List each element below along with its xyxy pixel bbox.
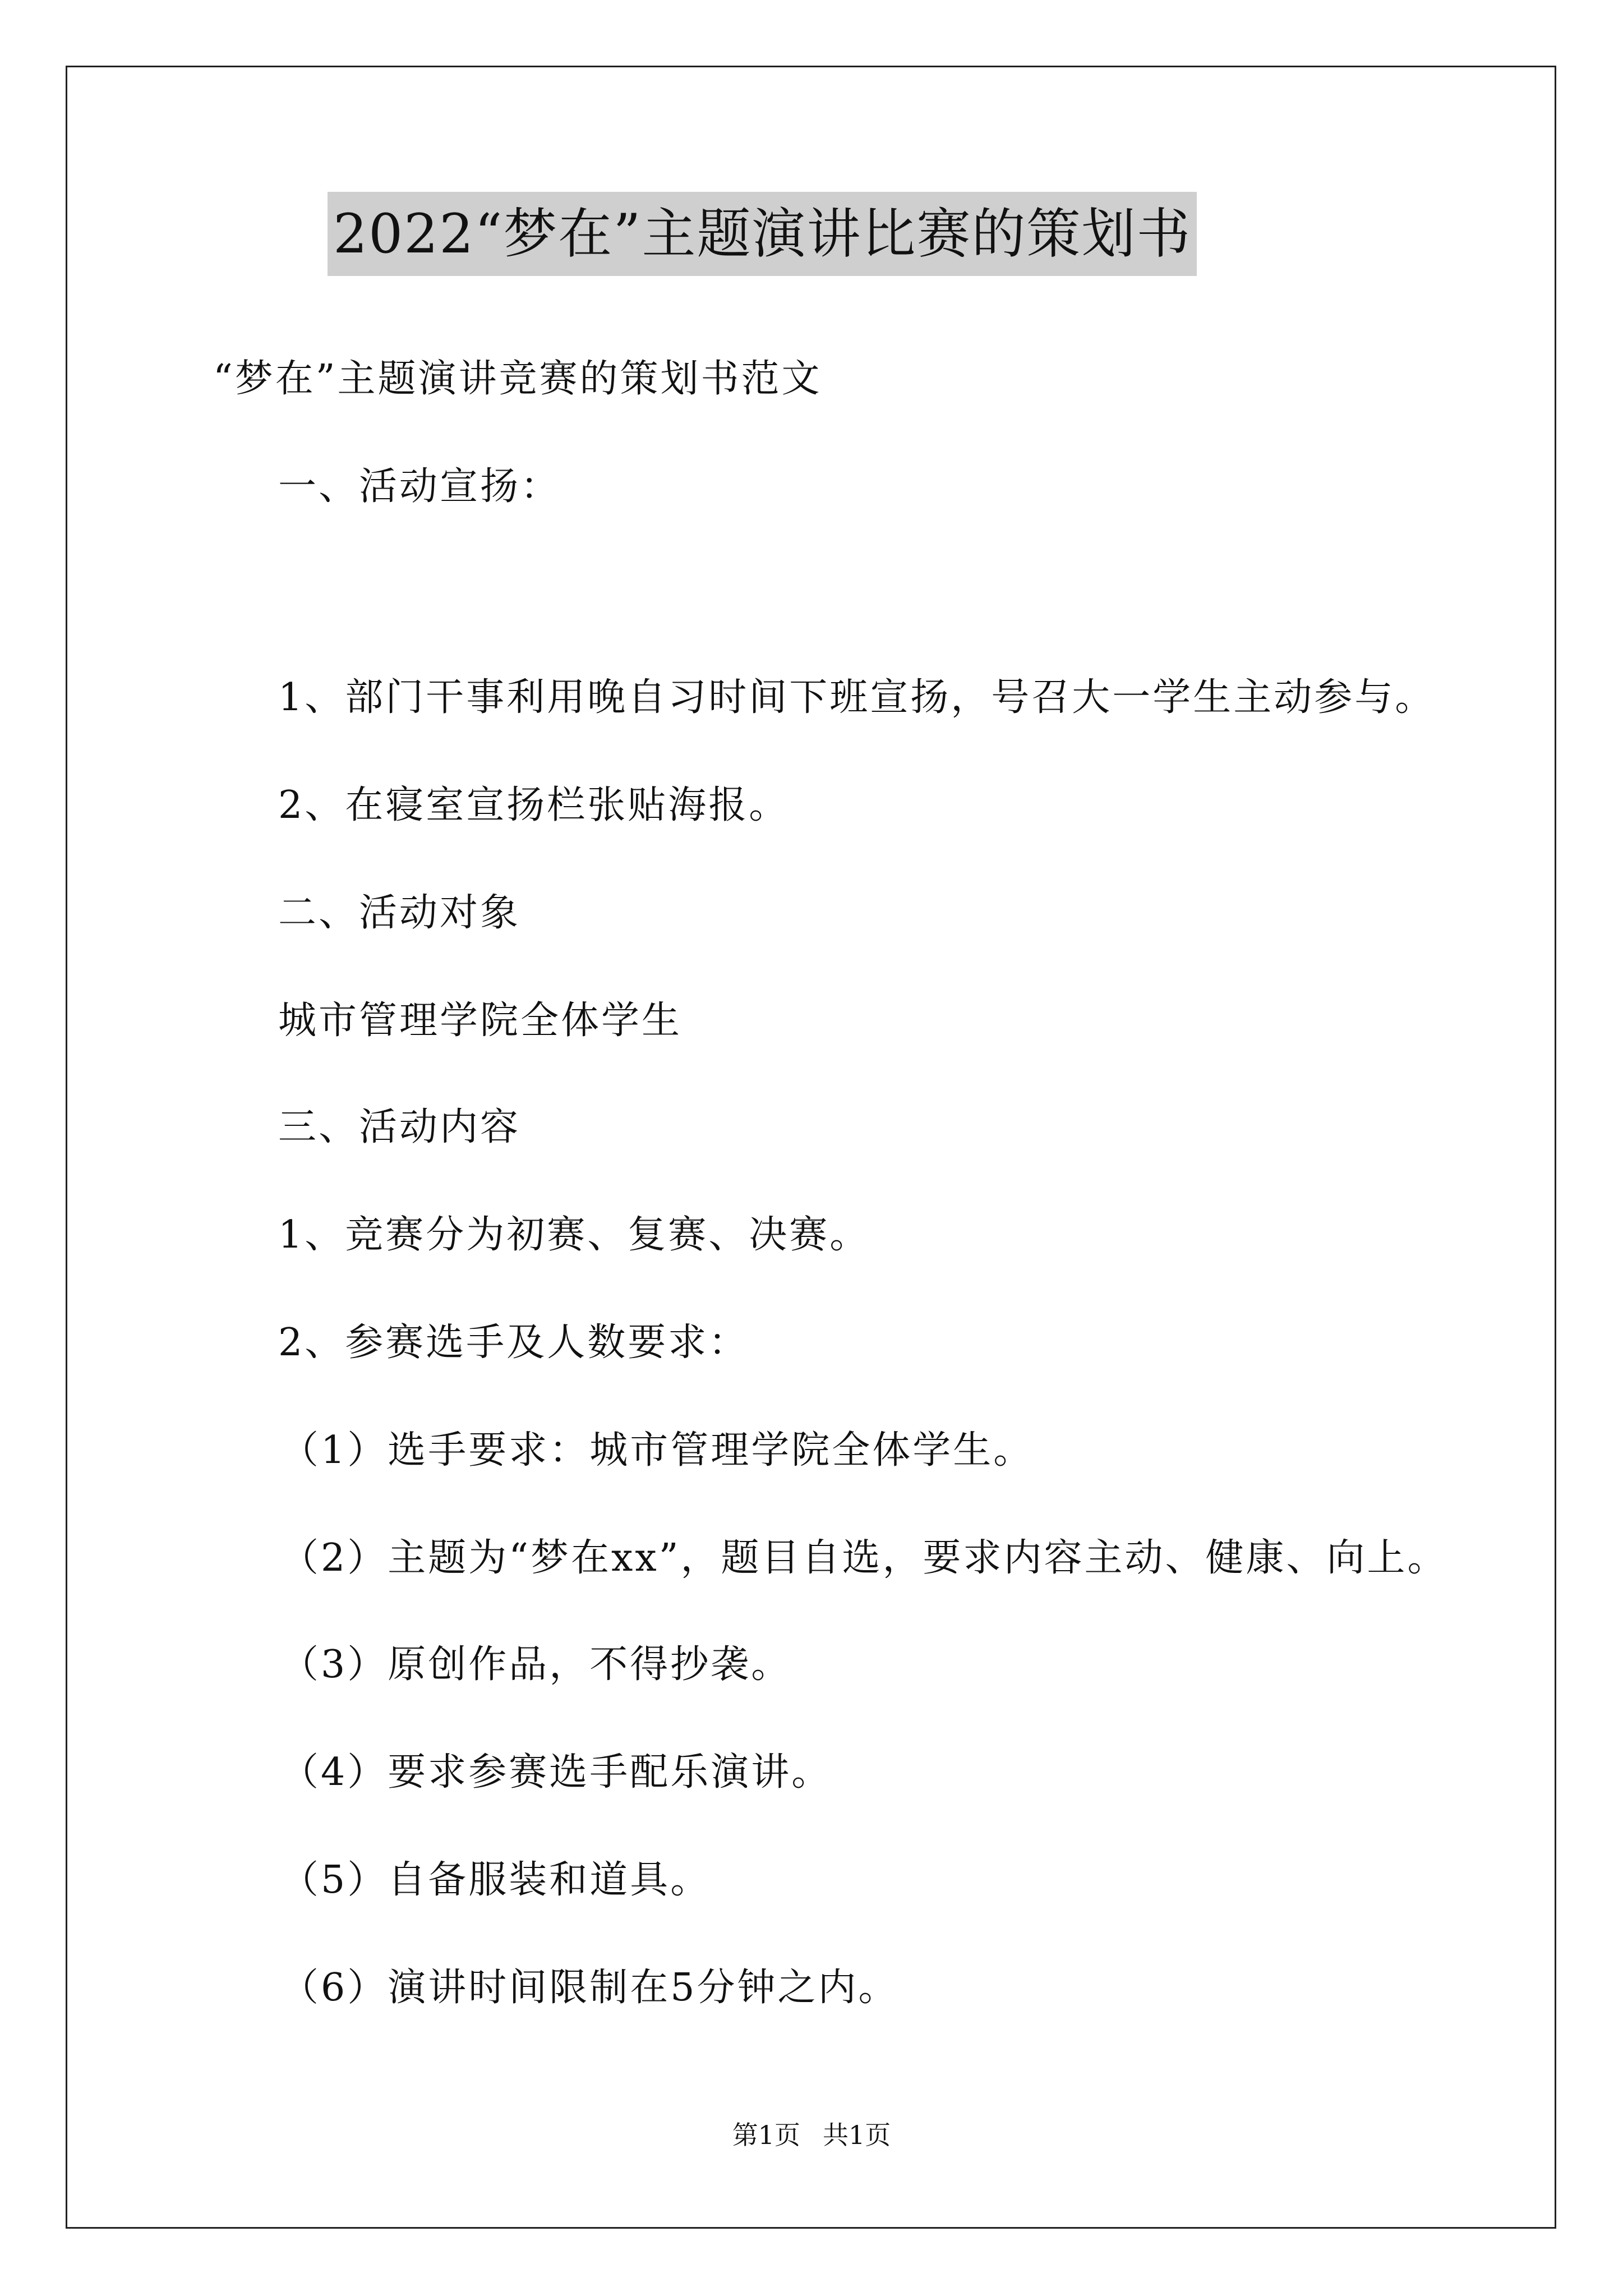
list-item: （6）演讲时间限制在5分钟之内。	[280, 1966, 899, 2010]
paragraph-line: 2、参赛选手及人数要求：	[278, 1320, 749, 1365]
document-subtitle: “梦在”主题演讲竞赛的策划书范文	[213, 357, 822, 401]
paragraph-line: 1、竞赛分为初赛、复赛、决赛。	[278, 1213, 870, 1257]
list-item: （4）要求参赛选手配乐演讲。	[280, 1750, 832, 1795]
page-footer	[0, 2118, 1623, 2152]
paragraph-line: 2、在寝室宣扬栏张贴海报。	[278, 783, 790, 827]
list-item: （1）选手要求：城市管理学院全体学生。	[280, 1428, 1034, 1473]
section-heading-target: 二、活动对象	[278, 891, 521, 935]
section-heading-content: 三、活动内容	[278, 1105, 521, 1149]
list-item: （2）主题为“梦在xx”，题目自选，要求内容主动、健康、向上。	[280, 1536, 1448, 1580]
section-heading-publicity: 一、活动宣扬：	[278, 464, 561, 509]
paragraph-line: 1、部门干事利用晚自习时间下班宣扬，号召大一学生主动参与。	[278, 675, 1436, 720]
paragraph-line: 城市管理学院全体学生	[278, 999, 683, 1043]
list-item: （5）自备服装和道具。	[280, 1858, 711, 1902]
list-item: （3）原创作品，不得抄袭。	[280, 1642, 792, 1687]
page-total: 共1页	[823, 2120, 891, 2150]
document-title: 2022“梦在”主题演讲比赛的策划书	[328, 192, 1197, 276]
page-number: 第1页	[732, 2120, 800, 2150]
